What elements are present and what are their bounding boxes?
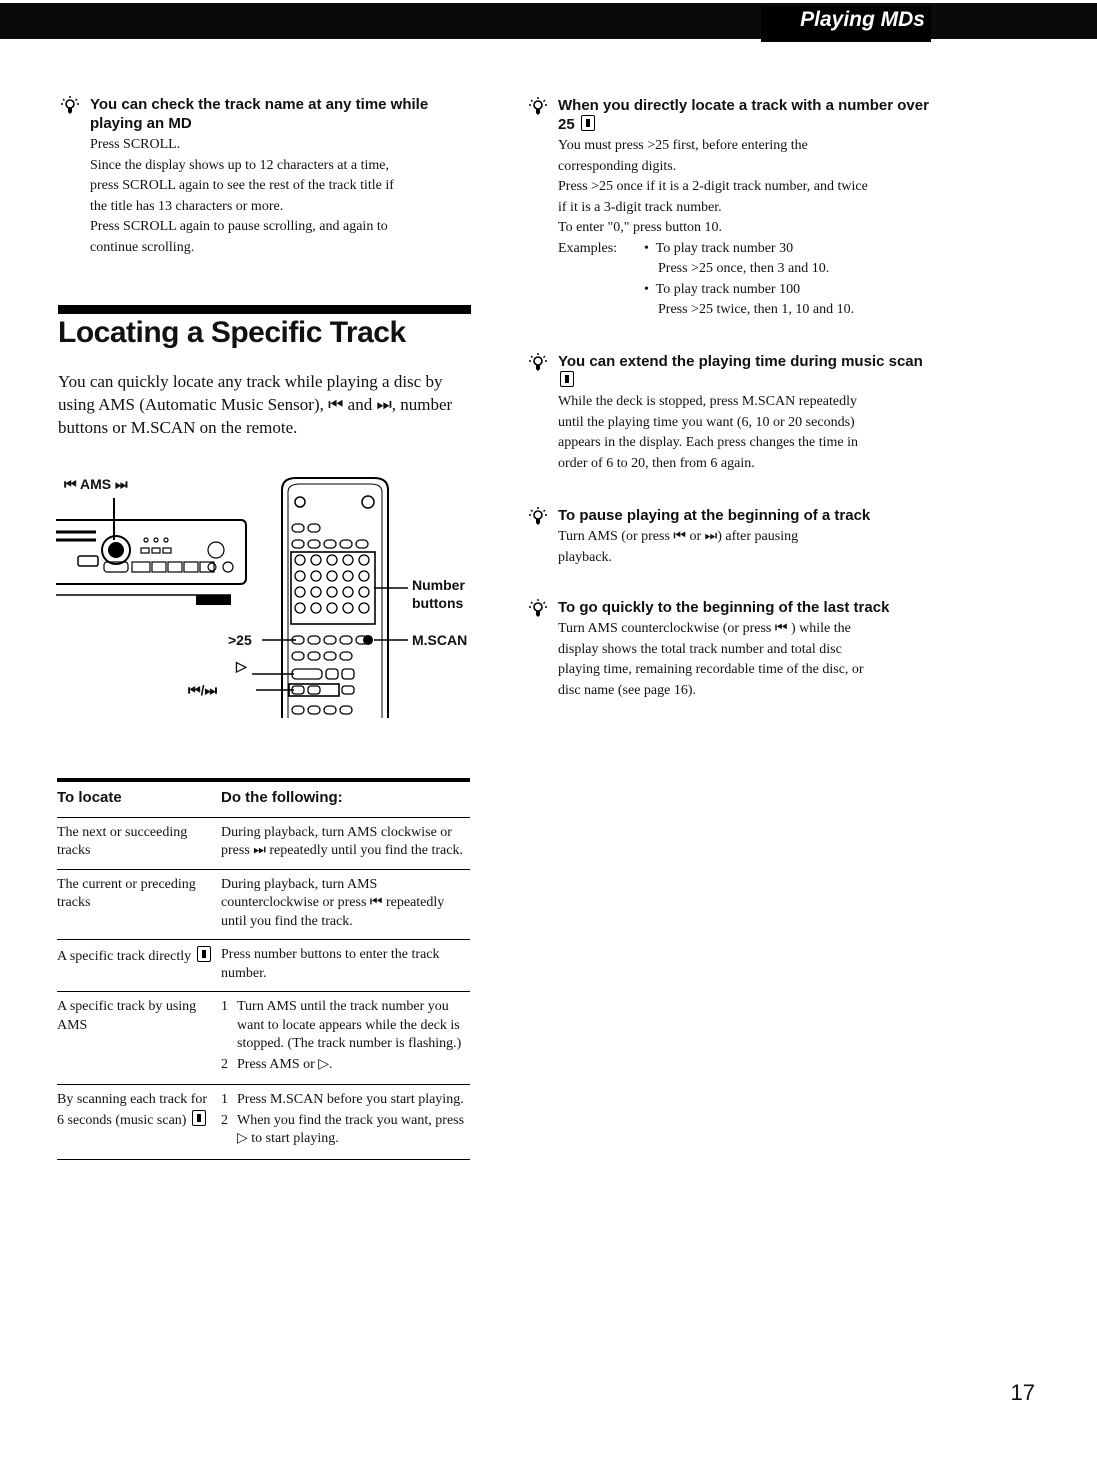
hint-bulb-icon [60, 95, 82, 258]
tip2-line: You must press >25 first, before entering the [558, 138, 808, 153]
steps-list [221, 1091, 470, 1149]
tip-music-scan-time [528, 352, 938, 474]
table-row [57, 992, 470, 1085]
table-cell-action: Press number buttons to enter the track number. [221, 940, 470, 992]
tip2-line: Press >25 once if it is a 2-digit track number, and twice [558, 179, 868, 194]
page-number: 17 [1010, 1380, 1035, 1405]
table-header-row [57, 780, 470, 817]
tip2-heading [558, 96, 943, 134]
tip3-body [558, 392, 943, 474]
example-title: To play track number 100 [655, 281, 801, 297]
tip2-line: corresponding digits. [558, 158, 677, 174]
tip4-heading: To pause playing at the beginning of a track [558, 507, 871, 524]
remote-only-icon [581, 115, 595, 131]
table-cell-target-text: By scanning each track for 6 seconds (music scan) [57, 1092, 208, 1128]
hint-bulb-icon [528, 352, 550, 474]
step-item [221, 1091, 470, 1110]
example-title: To play track number 30 [655, 240, 794, 256]
tip5-line: playing time, remaining recordable time of the disc, or [558, 662, 864, 677]
tip5-line: display shows the total track number and total disc [558, 641, 842, 657]
step-number: 1 [221, 999, 228, 1014]
step-text: Turn AMS until the track number you want to locate appears while the deck is stopped. (The track number is flashing.) [237, 999, 462, 1051]
section-intro: You can quickly locate any track while playing a disc by using AMS (Automatic Music Sensor), ⏮ and ⏭, number buttons or M.SCAN on the remote. [58, 372, 453, 437]
tip5-line: disc name (see page 16). [558, 682, 696, 698]
gt25-label: >25 [228, 632, 252, 648]
tip2-line: To enter "0," press button 10. [558, 220, 723, 235]
tip5-line: Turn AMS counterclockwise (or press ⏮ ) while the [558, 621, 851, 636]
table-cell-target: The current or preceding tracks [57, 869, 221, 940]
tip1-body [90, 135, 450, 258]
step-text: When you find the track you want, press ▷ to start playing. [237, 1112, 465, 1146]
example-item: • To play track number 100 [644, 281, 801, 297]
step-number: 2 [221, 1056, 228, 1072]
prevnext-label: ⏮/⏭ [188, 682, 218, 698]
deck-remote-diagram [56, 470, 476, 725]
table-row [57, 1085, 470, 1160]
step-text: Press M.SCAN before you start playing. [237, 1092, 464, 1107]
tip1-line: the title has 13 characters or more. [90, 198, 284, 214]
tip4-line: playback. [558, 549, 613, 565]
table-header: Do the following: [221, 780, 470, 817]
tip-pause-beginning [528, 506, 938, 568]
tip1-line: Press SCROLL again to pause scrolling, and again to [90, 219, 388, 234]
step-item [221, 998, 470, 1054]
steps-list [221, 998, 470, 1074]
table-cell-action: During playback, turn AMS counterclockwise or press ⏮ repeatedly until you find the track. [221, 869, 470, 940]
example-detail: Press >25 twice, then 1, 10 and 10. [658, 302, 855, 317]
number-buttons-label: Number buttons [412, 577, 465, 611]
step-number: 1 [221, 1092, 228, 1107]
example-detail: Press >25 once, then 3 and 10. [658, 261, 830, 276]
examples-block [558, 239, 943, 321]
examples-list [644, 239, 854, 321]
table-header: To locate [57, 780, 221, 817]
examples-label: Examples: [558, 240, 618, 256]
hint-bulb-icon [528, 96, 550, 321]
tip1-line: Since the display shows up to 12 characters at a time, [90, 157, 389, 173]
tip3-heading [558, 352, 943, 390]
remote-only-icon [197, 946, 211, 962]
tip3-line: appears in the display. Each press changes the time in [558, 435, 858, 450]
step-item [221, 1056, 470, 1075]
tip-last-track [528, 598, 938, 701]
table-cell-target [57, 940, 221, 992]
tip3-line: until the playing time you want (6, 10 or 20 seconds) [558, 414, 855, 430]
remote-only-icon [560, 371, 574, 387]
tip1-line: continue scrolling. [90, 239, 195, 255]
hint-bulb-icon [528, 598, 550, 701]
tip-track-name [60, 95, 460, 258]
tip2-line: if it is a 3-digit track number. [558, 199, 722, 215]
tip-over-25 [528, 96, 938, 321]
table-cell-target: The next or succeeding tracks [57, 817, 221, 869]
step-number: 2 [221, 1112, 228, 1128]
step-text: Press AMS or ▷. [237, 1056, 333, 1072]
step-item [221, 1112, 470, 1149]
tip3-line: While the deck is stopped, press M.SCAN repeatedly [558, 394, 857, 409]
table-cell-action [221, 1085, 470, 1160]
table-row [57, 869, 470, 940]
section-title: Locating a Specific Track [58, 316, 406, 349]
tip2-body [558, 136, 943, 321]
tip3-heading-text: You can extend the playing time during music scan [558, 353, 923, 370]
example-item: • To play track number 30 [644, 240, 794, 256]
tip3-line: order of 6 to 20, then from 6 again. [558, 455, 755, 471]
table-cell-target-text: A specific track directly [57, 949, 192, 964]
header-bar [0, 3, 1097, 39]
tip4-line: Turn AMS (or press ⏮ or ⏭) after pausing [558, 529, 799, 544]
table-cell-action: During playback, turn AMS clockwise or press ⏭ repeatedly until you find the track. [221, 817, 470, 869]
tip5-heading: To go quickly to the beginning of the last track [558, 599, 890, 616]
header-title: Playing MDs [800, 8, 925, 31]
tip1-line: press SCROLL again to see the rest of the track title if [90, 178, 394, 193]
table-cell-action [221, 992, 470, 1085]
table-row [57, 817, 470, 869]
section-rule [58, 305, 471, 314]
tip1-heading: You can check the track name at any time while playing an MD [90, 96, 429, 132]
mscan-label: M.SCAN [412, 632, 468, 648]
play-label: ▷ [236, 658, 247, 674]
hint-bulb-icon [528, 506, 550, 568]
table-row [57, 940, 470, 992]
tip4-body [558, 527, 870, 568]
table-cell-target [57, 1085, 221, 1160]
ams-label: ⏮ AMS ⏭ [64, 476, 128, 492]
tip5-body [558, 619, 889, 701]
tip2-heading-text: When you directly locate a track with a number over 25 [558, 97, 929, 133]
locate-table [57, 778, 470, 1160]
tip1-line: Press SCROLL. [90, 137, 181, 152]
remote-only-icon [192, 1110, 206, 1126]
table-cell-target: A specific track by using AMS [57, 992, 221, 1085]
